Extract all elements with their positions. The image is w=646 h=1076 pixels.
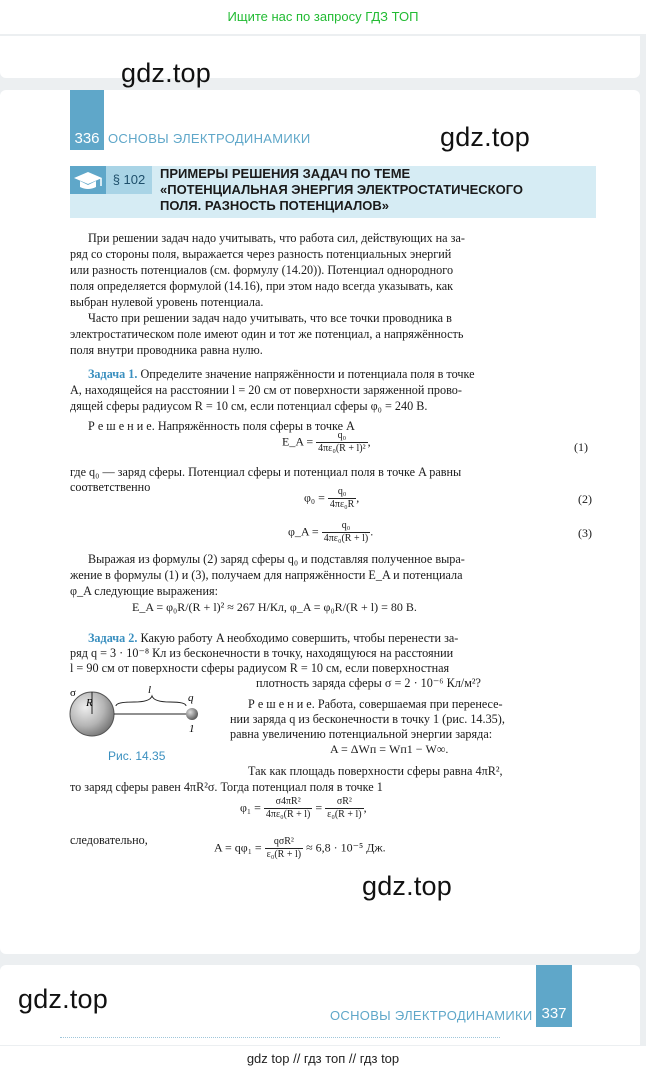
text-line: ряд q = 3 · 10⁻⁸ Кл из бесконечности в точку, находящуюся на расстоянии [70,646,454,660]
text-line: ряд со стороны поля, выражается через разность потенциальных энергий [70,247,452,261]
text-line: равна увеличению потенциальной энергии заряда: [230,727,493,741]
text-line: или разность потенциалов (см. формулу (14.20)). Потенциал однородного [70,263,454,277]
radius-label: R [86,697,93,709]
equation-5: φ₁ = $\frac{\text{σ4πR²}}{\text{4πε₀(R + l)}}$ = $\frac{\text{σR²}}{\text{ε₀(R + l)}}$ , [240,796,367,820]
running-head: ОСНОВЫ ЭЛЕКТРОДИНАМИКИ [108,131,311,146]
watermark: gdz.top [18,984,108,1014]
text-line: Выражая из формулы (2) заряд сферы q₀ и подставляя полученное выра- [88,552,465,566]
text-line: выбран нулевой уровень потенциала. [70,295,264,309]
equation-number: (3) [578,526,592,540]
page-number: 336 [70,90,104,150]
result-1: E_A = φ₀R/(R + l)² ≈ 267 Н/Кл, φ_A = φ₀R/(R + l) = 80 В. [132,600,417,614]
text-line: При решении задач надо учитывать, что работа сил, действующих на за- [88,231,465,245]
solution-1-intro: Р е ш е н и е. Напряжённость поля сферы в точке A [88,419,355,433]
text-line: электростатическом поле имеют один и тот же потенциал, а напряжённость [70,327,464,341]
text-line: l = 90 см от поверхности сферы радиусом R = 10 см, если поверхностная [70,661,450,675]
text-line: Часто при решении задач надо учитывать, что все точки проводника в [88,311,452,325]
text-line: Так как площадь поверхности сферы равна 4πR², [248,764,503,778]
task-2-first-line: Задача 2. Какую работу A необходимо совершить, чтобы перенести за- [88,631,459,645]
equation-number: (2) [578,492,592,506]
section-number: § 102 [106,166,152,194]
top-banner[interactable]: Ищите нас по запросу ГДЗ ТОП [0,0,646,34]
equation-3: φ_A = $\frac{\text{q₀}}{\text{4πε₀(R + l)}}$ . [288,520,374,544]
text-line: дящей сферы радиусом R = 10 см, если потенциал сферы φ₀ = 240 В. [70,399,428,413]
text-line: нии заряда q из бесконечности в точку 1 (рис. 14.35), [230,712,505,726]
sigma-label: σ [70,687,76,699]
equation-1: E_A = $\frac{\text{q₀}}{\text{4πε₀(R + l)²}}$ , [282,430,371,454]
text-line: φ_A следующие выражения: [70,584,218,598]
text-line: следовательно, [70,833,148,847]
graduation-cap-icon [70,166,106,194]
previous-page-fragment [0,36,640,78]
solution-2-first-line: Р е ш е н и е. Работа, совершаемая при перенесе- [248,697,503,711]
distance-label: l [148,684,152,696]
figure-caption: Рис. 14.35 [108,749,166,763]
task-1-first-line: Задача 1. Определите значение напряжённости и потенциала поля в точке [88,367,475,381]
text-line: плотность заряда сферы σ = 2 · 10⁻⁶ Кл/м²? [256,676,481,690]
watermark: gdz.top [440,122,530,152]
text-line: жение в формулы (1) и (3), получаем для напряжённости E_A и потенциала [70,568,463,582]
text-line: поля внутри проводника равна нулю. [70,343,263,357]
equation-number: (1) [574,440,588,454]
text-line: поля определяется формулой (14.16), при этом надо всегда указывать, как [70,279,454,293]
point-1-label: 1 [189,723,195,735]
figure-14-35 [68,682,218,742]
charge-label: q [188,692,194,704]
text-line: A, находящейся на расстоянии l = 20 см от поверхности заряженной прово- [70,383,462,397]
equation-2: φ₀ = $\frac{\text{q₀}}{\text{4πε₀R}}$ , [304,486,360,510]
equation-4: A = ΔWп = Wп1 − W∞. [330,742,449,756]
section-title: ПРИМЕРЫ РЕШЕНИЯ ЗАДАЧ ПО ТЕМЕ «ПОТЕНЦИАЛЬНАЯ ЭНЕРГИЯ ЭЛЕКТРОСТАТИЧЕСКОГО ПОЛЯ. РАЗНОСТЬ ПОТЕНЦИАЛОВ» [160,166,524,213]
bottom-links[interactable]: gdz top // гдз топ // гдз top [0,1046,646,1076]
running-head-right: ОСНОВЫ ЭЛЕКТРОДИНАМИКИ [330,1008,533,1023]
text-line: соответственно [70,480,151,494]
page-number-right: 337 [536,965,572,1027]
watermark: gdz.top [121,58,211,88]
text-line: где q₀ — заряд сферы. Потенциал сферы и потенциал поля в точке A равны [70,465,462,479]
equation-6: A = qφ₁ = $\frac{\text{qσR²}}{\text{ε₀(R + l)}}$ ≈ 6,8 · 10⁻⁵ Дж. [214,836,386,860]
text-line: то заряд сферы равен 4πR²σ. Тогда потенциал поля в точке 1 [70,780,383,794]
watermark: gdz.top [362,871,452,901]
